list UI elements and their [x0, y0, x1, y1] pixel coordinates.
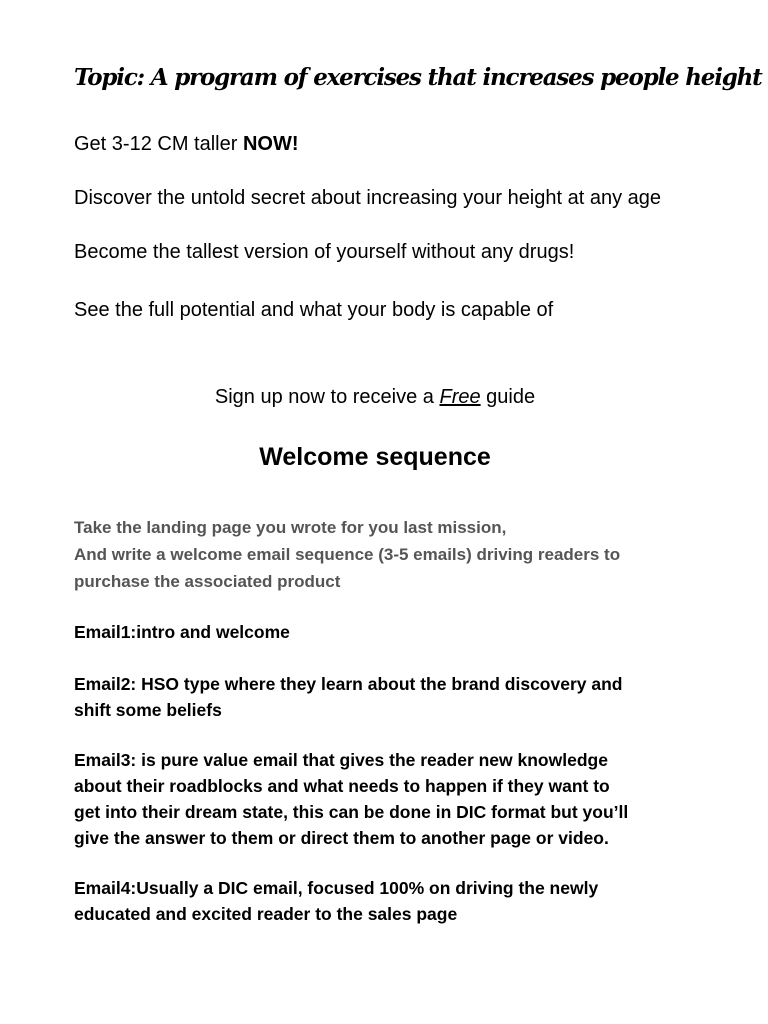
headline-now: NOW! — [242, 133, 299, 155]
potential-line: See the full potential and what your body is capable of — [74, 299, 554, 321]
email3-line: give the answer to them or direct them to another page or video. — [74, 828, 609, 848]
email3-block — [74, 747, 714, 851]
email4-block — [74, 875, 714, 927]
email3-line: get into their dream state, this can be done in DIC format but you’ll — [74, 802, 629, 822]
email4-line: educated and excited reader to the sales page — [74, 904, 458, 924]
topic-title: Topic: A program of exercises that increases people height — [74, 64, 762, 91]
headline-text: Get 3-12 CM taller — [74, 133, 243, 155]
welcome-sequence-heading: Welcome sequence — [259, 443, 491, 471]
instructions-line: And write a welcome email sequence (3-5 emails) driving readers to — [74, 545, 621, 564]
email2-block — [74, 671, 714, 723]
email1-line: Email1:intro and welcome — [74, 622, 290, 642]
instructions-block — [74, 514, 714, 595]
email4-line: Email4:Usually a DIC email, focused 100% on driving the newly — [74, 878, 599, 898]
signup-suffix: guide — [480, 386, 536, 408]
email2-line: shift some beliefs — [74, 700, 222, 720]
headline-line — [74, 133, 299, 156]
instructions-line: purchase the associated product — [74, 572, 341, 591]
signup-line — [0, 386, 750, 409]
email3-line: about their roadblocks and what needs to happen if they want to — [74, 776, 610, 796]
discover-line: Discover the untold secret about increasing your height at any age — [74, 187, 662, 209]
signup-prefix: Sign up now to receive a — [214, 386, 440, 408]
become-line: Become the tallest version of yourself without any drugs! — [74, 241, 575, 263]
signup-free: Free — [439, 386, 481, 408]
instructions-line: Take the landing page you wrote for you last mission, — [74, 518, 507, 537]
email2-line: Email2: HSO type where they learn about the brand discovery and — [74, 674, 623, 694]
email3-line: Email3: is pure value email that gives the reader new knowledge — [74, 750, 608, 770]
email1-block — [74, 619, 714, 645]
